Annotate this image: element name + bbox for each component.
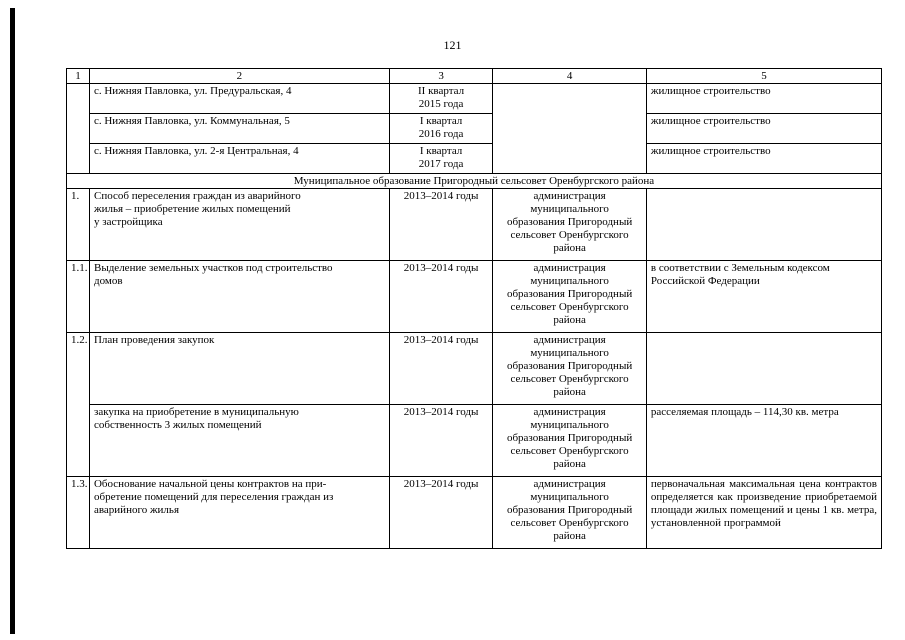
period-cell: I квартал 2017 года — [389, 144, 492, 174]
table-row — [67, 333, 882, 405]
column-header: 2 — [89, 69, 389, 84]
row-number: 1.2. — [67, 333, 90, 477]
note-cell — [646, 189, 881, 261]
measure-name: закупка на приобретение в муниципальную собственность 3 жилых помещений — [89, 405, 389, 477]
period-cell: 2013–2014 годы — [389, 477, 492, 549]
period-cell: I квартал 2016 года — [389, 114, 492, 144]
row-number: 1.1. — [67, 261, 90, 333]
table-row — [67, 144, 882, 174]
column-header: 4 — [493, 69, 647, 84]
section-title-row — [67, 174, 882, 189]
note-cell — [646, 333, 881, 405]
measure-name: Выделение земельных участков под строительство домов — [89, 261, 389, 333]
table-row — [67, 114, 882, 144]
executor-cell: администрация муниципального образования Пригородный сельсовет Оренбургского района — [493, 333, 647, 405]
empty-cell — [493, 84, 647, 174]
row-number: 1. — [67, 189, 90, 261]
period-cell: 2013–2014 годы — [389, 333, 492, 405]
column-header: 3 — [389, 69, 492, 84]
measure-name: Обоснование начальной цены контрактов на при- обретение помещений для переселения граждан из аварийного жилья — [89, 477, 389, 549]
executor-cell: администрация муниципального образования Пригородный сельсовет Оренбургского района — [493, 405, 647, 477]
note-cell: в соответствии с Земельным кодексом Российской Федерации — [646, 261, 881, 333]
period-cell: 2013–2014 годы — [389, 405, 492, 477]
empty-cell — [67, 84, 90, 174]
section-title: Муниципальное образование Пригородный сельсовет Оренбургского района — [67, 174, 882, 189]
location-cell: с. Нижняя Павловка, ул. Коммунальная, 5 — [89, 114, 389, 144]
executor-cell: администрация муниципального образования Пригородный сельсовет Оренбургского района — [493, 477, 647, 549]
executor-cell: администрация муниципального образования Пригородный сельсовет Оренбургского района — [493, 261, 647, 333]
period-cell: 2013–2014 годы — [389, 261, 492, 333]
location-cell: с. Нижняя Павловка, ул. Предуральская, 4 — [89, 84, 389, 114]
table-row — [67, 189, 882, 261]
column-header-row — [67, 69, 882, 84]
note-cell: первоначальная максимальная цена контрактов определяется как произведение приобретаемой площади жилых помещений и цены 1 кв. метра, установленной программой — [646, 477, 881, 549]
purpose-cell: жилищное строительство — [646, 114, 881, 144]
executor-cell: администрация муниципального образования Пригородный сельсовет Оренбургского района — [493, 189, 647, 261]
table-row — [67, 84, 882, 114]
column-header: 5 — [646, 69, 881, 84]
location-cell: с. Нижняя Павловка, ул. 2-я Центральная, 4 — [89, 144, 389, 174]
purpose-cell: жилищное строительство — [646, 144, 881, 174]
program-table — [66, 68, 882, 549]
note-cell: расселяемая площадь – 114,30 кв. метра — [646, 405, 881, 477]
table-row — [67, 477, 882, 549]
page-number: 121 — [443, 38, 462, 52]
period-cell: II квартал 2015 года — [389, 84, 492, 114]
table-row — [67, 405, 882, 477]
row-number: 1.3. — [67, 477, 90, 549]
measure-name: Способ переселения граждан из аварийного жилья – приобретение жилых помещений у застройщика — [89, 189, 389, 261]
purpose-cell: жилищное строительство — [646, 84, 881, 114]
measure-name: План проведения закупок — [89, 333, 389, 405]
page-edge-bar — [10, 8, 15, 634]
period-cell: 2013–2014 годы — [389, 189, 492, 261]
column-header: 1 — [67, 69, 90, 84]
table-row — [67, 261, 882, 333]
